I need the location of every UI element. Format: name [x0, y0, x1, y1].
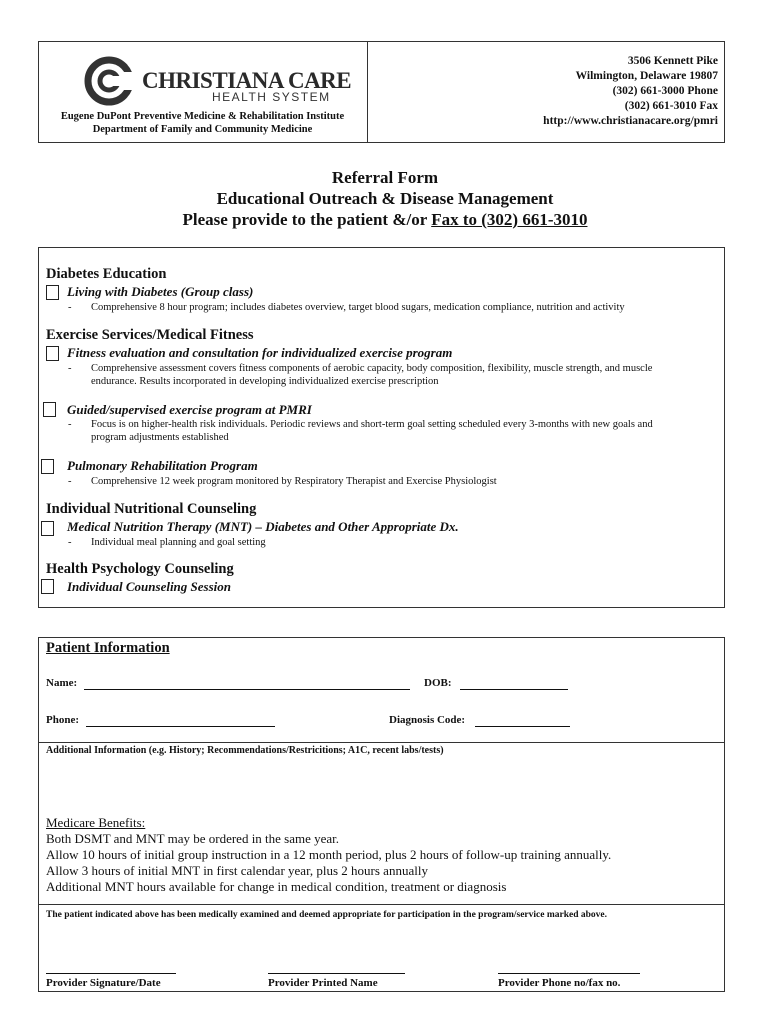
- fitness-evaluation-checkbox[interactable]: [46, 346, 59, 361]
- name-field[interactable]: [84, 689, 410, 690]
- phone-label: Phone:: [46, 714, 79, 726]
- counseling-session-checkbox[interactable]: [41, 579, 54, 594]
- logo-subtitle: HEALTH SYSTEM: [212, 90, 331, 104]
- provider-printed-name-field[interactable]: [268, 973, 405, 974]
- form-subtitle: Educational Outreach & Disease Management: [216, 189, 554, 208]
- living-with-diabetes-checkbox[interactable]: [46, 285, 59, 300]
- fitness-evaluation-description-2: endurance. Results incorporated in developing individualized exercise prescription: [91, 376, 439, 387]
- additional-info-label: Additional Information (e.g. History; Recommendations/Restricitions; A1C, recent labs/tests): [46, 745, 444, 756]
- diabetes-education-heading: Diabetes Education: [46, 266, 167, 282]
- address-line2: Wilmington, Delaware 19807: [575, 70, 718, 82]
- provider-printed-name-label: Provider Printed Name: [268, 977, 378, 989]
- diagnosis-code-field[interactable]: [475, 726, 570, 727]
- bullet-dash: -: [68, 302, 72, 313]
- form-title: Referral Form: [331, 168, 439, 187]
- guided-exercise-label: Guided/supervised exercise program at PMRI: [67, 402, 312, 417]
- additional-info-field[interactable]: [44, 760, 719, 810]
- divider: [38, 742, 725, 743]
- medicare-line-4: Additional MNT hours available for change in medical condition, treatment or diagnosis: [46, 879, 507, 894]
- guided-exercise-description-2: program adjustments established: [91, 432, 229, 443]
- medicare-line-1: Both DSMT and MNT may be ordered in the same year.: [46, 831, 340, 846]
- medicare-line-2: Allow 10 hours of initial group instruction in a 12 month period, plus 2 hours of follow-up training annually.: [46, 847, 612, 862]
- medicare-line-3: Allow 3 hours of initial MNT in first calendar year, plus 2 hours annually: [46, 863, 428, 878]
- fitness-evaluation-label: Fitness evaluation and consultation for individualized exercise program: [67, 345, 453, 360]
- website-url: http://www.christianacare.org/pmri: [543, 115, 718, 127]
- attestation-statement: The patient indicated above has been medically examined and deemed appropriate for participation in the program/service marked above.: [46, 910, 608, 920]
- christiana-care-logo-icon: [84, 56, 134, 106]
- living-with-diabetes-label: Living with Diabetes (Group class): [67, 284, 254, 299]
- health-psychology-heading: Health Psychology Counseling: [46, 561, 234, 577]
- nutritional-counseling-heading: Individual Nutritional Counseling: [46, 501, 257, 517]
- counseling-session-label: Individual Counseling Session: [67, 579, 231, 594]
- phone-number: (302) 661-3000 Phone: [612, 85, 718, 97]
- fax-instruction: Fax to (302) 661-3010: [431, 210, 588, 229]
- medicare-benefits-heading: Medicare Benefits:: [46, 815, 146, 830]
- mnt-checkbox[interactable]: [41, 521, 54, 536]
- phone-field[interactable]: [86, 726, 275, 727]
- instructions-text: Please provide to the patient &/or: [182, 210, 432, 229]
- form-instructions: [0, 210, 770, 230]
- bullet-dash: -: [68, 419, 72, 430]
- bullet-dash: -: [68, 363, 72, 374]
- pulmonary-rehab-checkbox[interactable]: [41, 459, 54, 474]
- department-name: Department of Family and Community Medicine: [92, 124, 313, 135]
- address-line1: 3506 Kennett Pike: [627, 55, 718, 67]
- bullet-dash: -: [68, 476, 72, 487]
- patient-info-heading: Patient Information: [46, 640, 170, 656]
- guided-exercise-description-1: Focus is on higher-health risk individuals. Periodic reviews and short-term goal setting scheduled every 3-months with new goals and: [91, 419, 653, 430]
- mnt-description: Individual meal planning and goal setting: [91, 537, 266, 548]
- diagnosis-code-label: Diagnosis Code:: [389, 714, 466, 726]
- header-divider: [367, 41, 368, 143]
- provider-phone-label: Provider Phone no/fax no.: [498, 977, 621, 989]
- bullet-dash: -: [68, 537, 72, 548]
- dob-field[interactable]: [460, 689, 568, 690]
- pulmonary-rehab-label: Pulmonary Rehabilitation Program: [67, 458, 258, 473]
- dob-label: DOB:: [424, 677, 452, 689]
- divider: [38, 904, 725, 905]
- provider-signature-field[interactable]: [46, 973, 176, 974]
- provider-signature-label: Provider Signature/Date: [46, 977, 161, 989]
- institute-name: Eugene DuPont Preventive Medicine & Rehabilitation Institute: [60, 111, 345, 122]
- provider-phone-field[interactable]: [498, 973, 640, 974]
- mnt-label: Medical Nutrition Therapy (MNT) – Diabetes and Other Appropriate Dx.: [67, 519, 459, 534]
- exercise-services-heading: Exercise Services/Medical Fitness: [46, 327, 254, 343]
- guided-exercise-checkbox[interactable]: [43, 402, 56, 417]
- pulmonary-rehab-description: Comprehensive 12 week program monitored by Respiratory Therapist and Exercise Physiologist: [91, 476, 497, 487]
- fax-number: (302) 661-3010 Fax: [624, 100, 718, 112]
- name-label: Name:: [46, 677, 78, 689]
- diabetes-program-description: Comprehensive 8 hour program; includes diabetes overview, target blood sugars, medication compliance, nutrition and activity: [91, 302, 625, 313]
- fitness-evaluation-description-1: Comprehensive assessment covers fitness components of aerobic capacity, body composition, flexibility, muscle strength, and muscle: [91, 363, 653, 374]
- logo-wordmark: CHRISTIANA CARE: [142, 68, 352, 93]
